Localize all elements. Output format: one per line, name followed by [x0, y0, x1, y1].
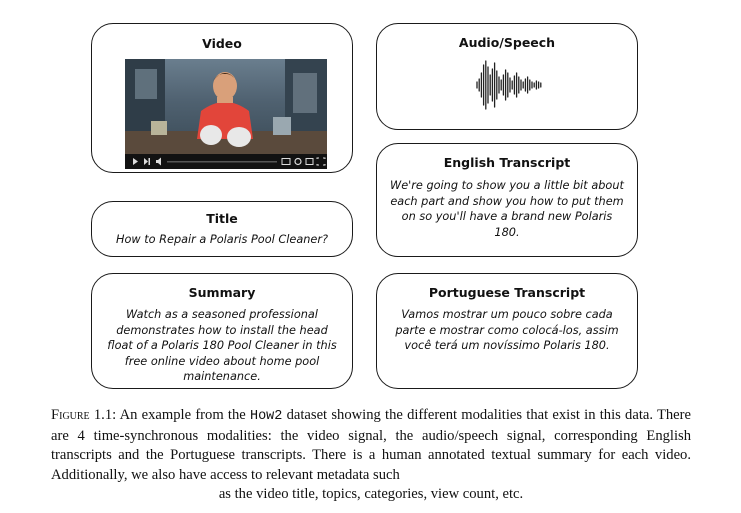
english-transcript-text: [389, 178, 625, 240]
summary-box: [91, 273, 353, 389]
english-transcript-title: English Transcript: [443, 155, 571, 170]
fullscreen-icon[interactable]: [317, 158, 325, 165]
portuguese-line: Vamos mostrar um pouco sobre cada: [401, 308, 613, 321]
summary-line: maintenance.: [183, 370, 261, 383]
video-player[interactable]: [125, 59, 327, 169]
portuguese-transcript-title: Portuguese Transcript: [428, 285, 586, 300]
caption-text-1: An example from the: [116, 407, 250, 423]
cc-icon[interactable]: [282, 159, 290, 165]
portuguese-line: parte e mostrar como colocá-los, assim: [395, 323, 619, 337]
portuguese-transcript-text: [389, 307, 625, 354]
title-box-text: How to Repair a Polaris Pool Cleaner?: [115, 233, 328, 246]
summary-box-text: [104, 307, 340, 385]
video-frame: [125, 59, 327, 154]
title-box-title: Title: [206, 211, 238, 226]
progress-bar[interactable]: [167, 161, 277, 163]
figure-caption: [51, 406, 691, 505]
portuguese-transcript-box: [376, 273, 638, 389]
english-line: each part and show you how to put them: [390, 194, 624, 208]
volume-icon[interactable]: [156, 158, 161, 166]
summary-box-title: Summary: [188, 285, 256, 300]
settings-icon[interactable]: [295, 159, 301, 165]
audio-box-title: Audio/Speech: [458, 35, 556, 50]
summary-line: float of a Polaris 180 Pool Cleaner in this: [107, 339, 337, 352]
english-line: We're going to show you a little bit about: [390, 179, 624, 192]
portuguese-line: você terá um novíssimo Polaris 180.: [404, 339, 610, 352]
summary-line: demonstrates how to install the head: [116, 323, 328, 337]
miniplayer-icon[interactable]: [306, 159, 313, 165]
dataset-name: How2: [249, 409, 283, 424]
caption-last-line: as the video title, topics, categories, view count, etc.: [218, 486, 524, 502]
play-icon[interactable]: [133, 158, 138, 165]
english-line: 180.: [494, 225, 520, 239]
english-line: on so you'll have a brand new Polaris: [401, 210, 613, 223]
player-controls: [125, 154, 327, 169]
video-frame-illustration: [125, 59, 327, 154]
english-transcript-box: [376, 143, 638, 257]
summary-line: free online video about home pool: [124, 354, 320, 368]
figure-label: Figure 1.1:: [51, 407, 117, 423]
video-box: [91, 23, 353, 173]
title-box: [91, 201, 353, 257]
caption-text-2: dataset showing the different modalities that exist in this data. There are 4 time-synchronous modalities: the video signal, the audio/speech signal, corresponding English transcripts and the Portuguese transcripts. There is a human annotated textual summary for each video. Additionally, we also have access to relevant metadata such: [51, 407, 691, 483]
skip-icon[interactable]: [144, 158, 150, 165]
summary-line: Watch as a seasoned professional: [126, 308, 318, 321]
waveform-icon: [473, 59, 547, 111]
audio-box: [376, 23, 638, 130]
video-box-title: Video: [202, 36, 242, 51]
